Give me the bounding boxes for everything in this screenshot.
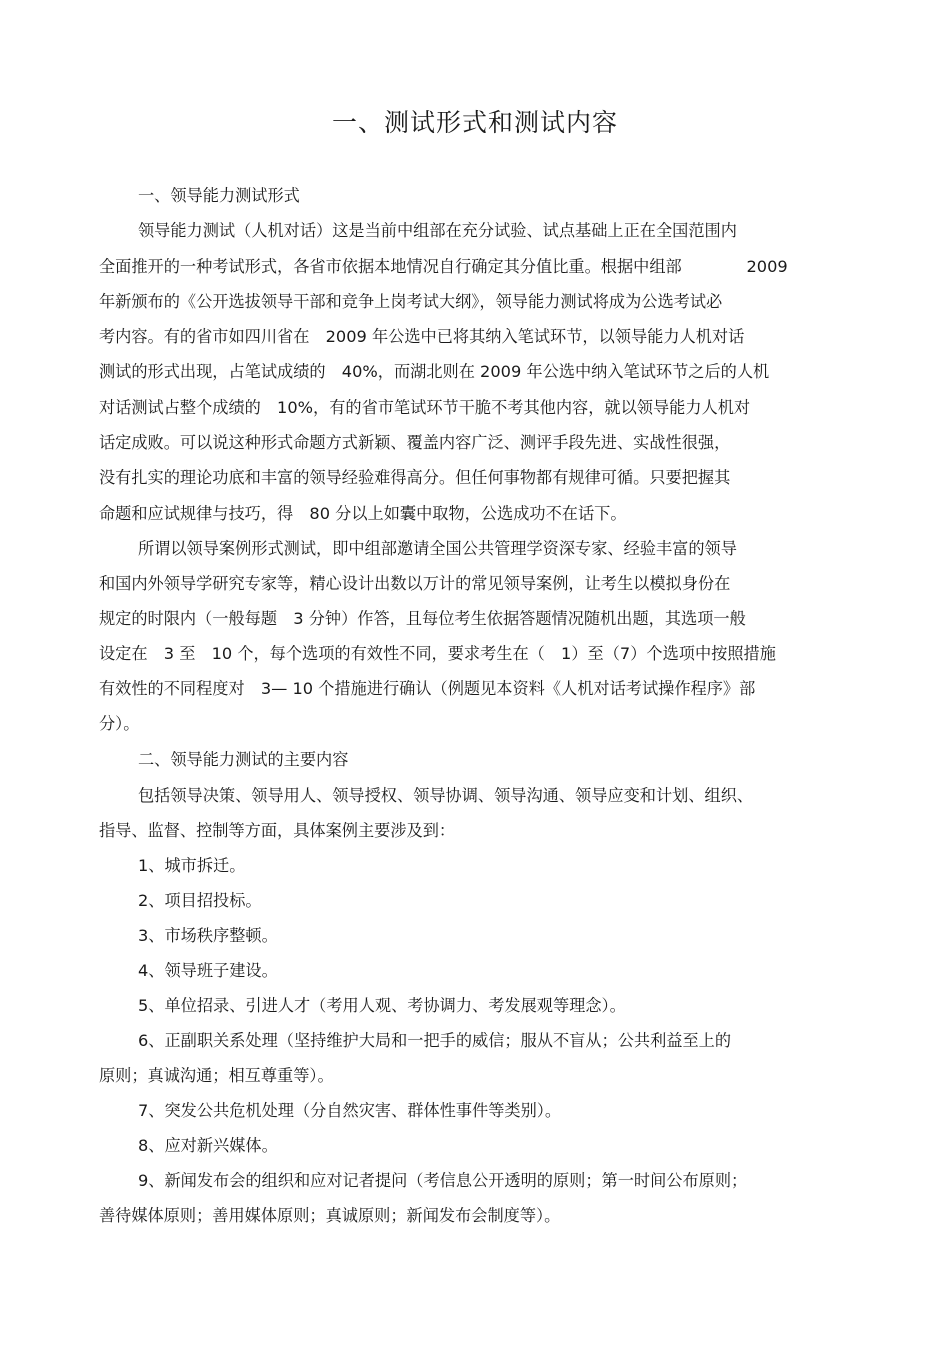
paragraph-line: 年新颁布的《公开选拔领导干部和竞争上岗考试大纲》，领导能力测试将成为公选考试必	[99, 292, 723, 311]
page-title: 一、测试形式和测试内容	[331, 108, 618, 137]
paragraph-line: 考内容。有的省市如四川省在 2009 年公选中已将其纳入笔试环节，以领导能力人机对话	[99, 327, 745, 346]
paragraph-line: 分）。	[99, 714, 140, 733]
paragraph-line: 测试的形式出现，占笔试成绩的 40%，而湖北则在 2009 年公选中纳入笔试环节之后的人机	[99, 362, 770, 381]
paragraph-line: 和国内外领导学研究专家等，精心设计出数以万计的常见领导案例，让考生以模拟身份在	[99, 574, 731, 593]
paragraph-line: 全面推开的一种考试形式，各省市依据本地情况自行确定其分值比重。根据中组部 2009	[99, 257, 788, 276]
paragraph-line: 有效性的不同程度对 3— 10 个措施进行确认（例题见本资料《人机对话考试操作程序》部	[99, 679, 756, 698]
paragraph-line: 包括领导决策、领导用人、领导授权、领导协调、领导沟通、领导应变和计划、组织、	[138, 786, 754, 805]
list-item: 4、领导班子建设。	[138, 961, 278, 980]
list-item-continuation: 善待媒体原则；善用媒体原则；真诚原则；新闻发布会制度等）。	[99, 1206, 561, 1225]
list-item: 8、应对新兴媒体。	[138, 1136, 278, 1155]
list-item: 3、市场秩序整顿。	[138, 926, 278, 945]
paragraph-line: 设定在 3 至 10 个，每个选项的有效性不同，要求考生在（ 1）至（7）个选项中按照措施	[99, 644, 776, 663]
list-item: 7、突发公共危机处理（分自然灾害、群体性事件等类别）。	[138, 1101, 562, 1120]
paragraph-line: 领导能力测试（人机对话）这是当前中组部在充分试验、试点基础上正在全国范围内	[138, 221, 737, 240]
list-item: 2、项目招投标。	[138, 891, 262, 910]
paragraph-line: 指导、监督、控制等方面，具体案例主要涉及到：	[99, 821, 456, 840]
paragraph-line: 规定的时限内（一般每题 3 分钟）作答，且每位考生依据答题情况随机出题，其选项一般	[99, 609, 746, 628]
paragraph-line: 命题和应试规律与技巧，得 80 分以上如囊中取物，公选成功不在话下。	[99, 504, 627, 523]
list-item: 1、城市拆迁。	[138, 856, 246, 875]
list-item: 6、正副职关系处理（坚持维护大局和一把手的威信；服从不盲从；公共利益至上的	[138, 1031, 732, 1050]
paragraph-line: 对话测试占整个成绩的 10%，有的省市笔试环节干脆不考其他内容，就以领导能力人机对	[99, 398, 751, 417]
list-item: 9、新闻发布会的组织和应对记者提问（考信息公开透明的原则；第一时间公布原则；	[138, 1171, 748, 1190]
paragraph-line: 所谓以领导案例形式测试，即中组部邀请全国公共管理学资深专家、经验丰富的领导	[138, 539, 737, 558]
list-item: 5、单位招录、引进人才（考用人观、考协调力、考发展观等理念）。	[138, 996, 626, 1015]
paragraph-line: 话定成败。可以说这种形式命题方式新颖、覆盖内容广泛、测评手段先进、实战性很强，	[99, 433, 731, 452]
list-item-continuation: 原则；真诚沟通；相互尊重等）。	[99, 1066, 334, 1085]
section-heading: 一、领导能力测试形式	[138, 186, 300, 205]
paragraph-line: 没有扎实的理论功底和丰富的领导经验难得高分。但任何事物都有规律可循。只要把握其	[99, 468, 731, 487]
section-heading: 二、领导能力测试的主要内容	[138, 750, 349, 769]
